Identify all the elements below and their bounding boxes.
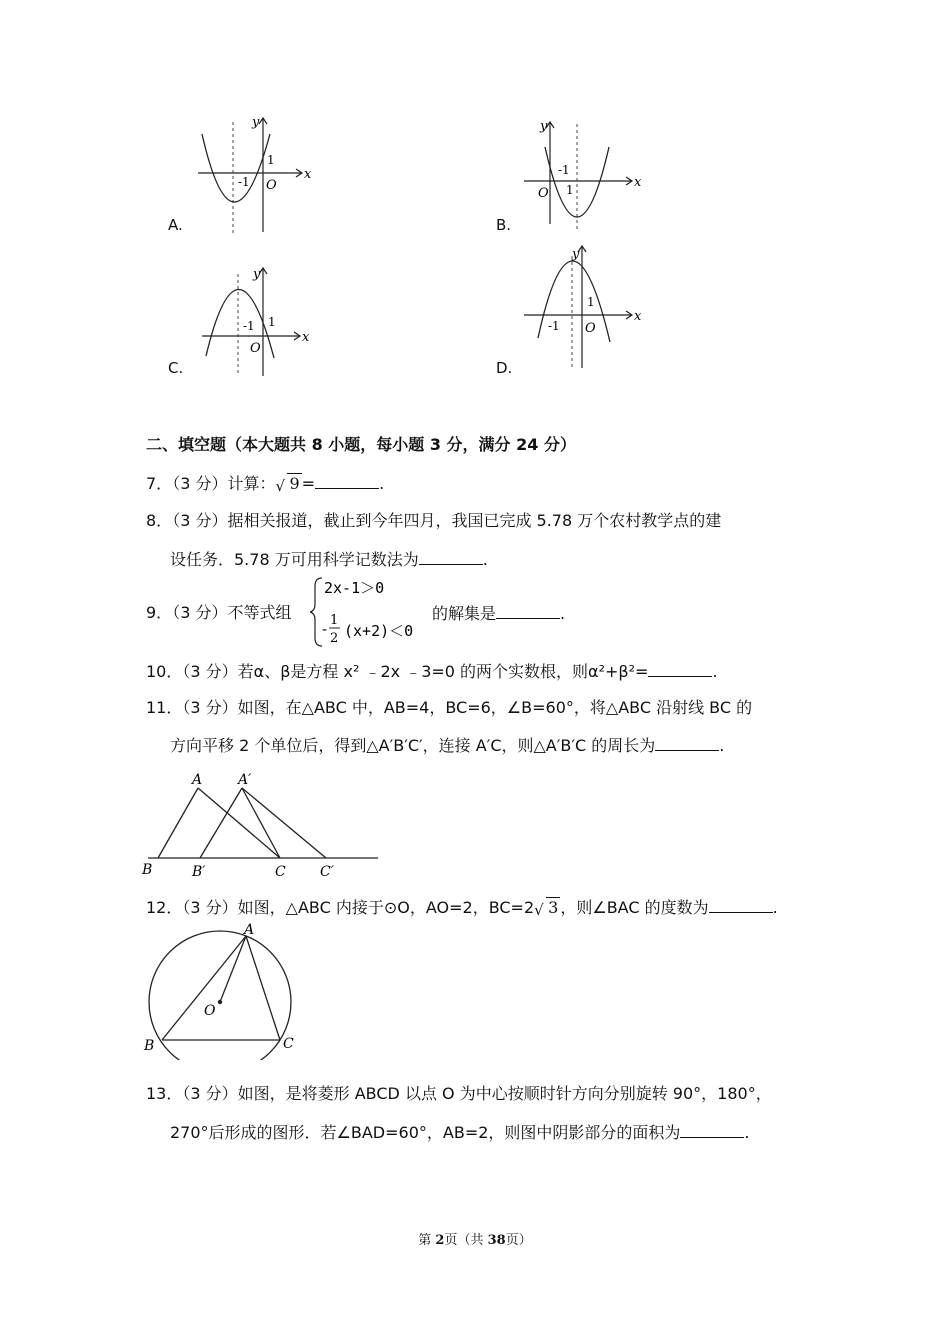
section-heading: 二、填空题（本大题共 8 小题，每小题 3 分，满分 24 分）: [146, 435, 576, 454]
option-a-label: A.: [168, 216, 183, 234]
fraction-denominator: 2: [330, 631, 339, 646]
origin-label: O: [585, 321, 596, 336]
question-number: 13．: [146, 1084, 183, 1103]
question-text: （3 分）如图，△ABC 内接于⊙O，AO=2，BC=2: [182, 898, 535, 917]
inequality-2-rest: (x+2)＜0: [344, 622, 414, 640]
origin-label: O: [266, 178, 277, 193]
option-b-label: B.: [496, 216, 512, 234]
question-number: 7．: [146, 474, 173, 493]
origin-label: O: [250, 341, 261, 356]
question-number: 12．: [146, 898, 183, 917]
tick-neg1-label: -1: [558, 163, 570, 177]
x-axis-label: x: [302, 330, 310, 345]
question-number: 9．: [146, 603, 173, 622]
question-number: 8．: [146, 511, 173, 530]
point-a-prime-label: A′: [238, 772, 252, 788]
graph-b: [520, 112, 650, 234]
point-a-label: A: [192, 772, 203, 788]
question-13: [146, 1083, 772, 1105]
tick-neg1-label: -1: [238, 175, 250, 189]
option-c-label: C.: [168, 359, 184, 377]
y-axis-label: y: [540, 119, 548, 134]
page-footer: 第 2页（共 38页）: [418, 1233, 532, 1248]
question-text: （3 分）不等式组: [172, 603, 292, 622]
point-c-label: C: [283, 1036, 294, 1052]
question-text: （3 分）若α、β是方程 x² ﹣2x ﹣3=0 的两个实数根，则α²+β²=: [182, 662, 649, 681]
tick-neg1-label: -1: [243, 319, 255, 333]
x-axis-label: x: [634, 309, 642, 324]
fraction-numerator: 1: [330, 613, 339, 628]
sqrt-expression: √ 3: [534, 898, 559, 919]
point-b-label: B: [142, 862, 153, 878]
question-8-line2: 设任务．5.78 万可用科学记数法为 .: [170, 550, 488, 569]
option-d-label: D.: [496, 359, 513, 377]
point-c-label: C: [275, 864, 286, 880]
point-b-label: B: [144, 1038, 155, 1054]
inequality-system: [310, 574, 435, 650]
question-8: [146, 510, 721, 532]
question-9-tail: 的解集是 .: [432, 604, 566, 623]
graph-c: [196, 262, 320, 378]
point-a-label: A: [244, 922, 255, 938]
answer-blank[interactable]: [655, 734, 719, 751]
tick-1-label: 1: [268, 315, 276, 329]
total-pages: 38: [487, 1233, 506, 1248]
question-11: [146, 697, 752, 719]
question-text: （3 分）如图，是将菱形 ABCD 以点 O 为中心按顺时针方向分别旋转 90°，180°，: [182, 1084, 772, 1103]
question-text: （3 分）计算：: [172, 474, 276, 493]
tick-1-label: 1: [267, 153, 275, 167]
answer-blank[interactable]: [419, 548, 483, 565]
point-c-prime-label: C′: [320, 864, 334, 880]
tick-neg1-label: -1: [548, 319, 560, 333]
question-10: 10．（3 分）若α、β是方程 x² ﹣2x ﹣3=0 的两个实数根，则α²+β²= .: [146, 662, 718, 681]
origin-label: O: [538, 186, 549, 201]
question-text: （3 分）据相关报道，截止到今年四月，我国已完成 5.78 万个农村教学点的建: [172, 511, 722, 530]
question-11-line2: 方向平移 2 个单位后，得到△A′B′C′，连接 A′C，则△A′B′C 的周长为 .: [170, 736, 725, 755]
point-o-label: O: [204, 1003, 216, 1019]
radicand: 9: [289, 474, 300, 493]
question-text: （3 分）如图，在△ABC 中，AB=4，BC=6，∠B=60°，将△ABC 沿射线 BC 的: [182, 698, 753, 717]
x-axis-label: x: [634, 175, 642, 190]
tick-1-label: 1: [566, 183, 574, 197]
tick-1-label: 1: [587, 295, 595, 309]
y-axis-label: y: [253, 267, 261, 282]
figure-inscribed-triangle: [140, 920, 310, 1060]
answer-blank[interactable]: [680, 1121, 744, 1138]
y-axis-label: y: [572, 247, 580, 262]
sqrt-expression: √ 9: [275, 474, 300, 495]
current-page: 2: [435, 1233, 445, 1248]
question-9: [146, 602, 291, 624]
inequality-1: 2x-1＞0: [324, 579, 385, 597]
figure-translation: [140, 768, 385, 880]
question-13-line2: 270°后形成的图形．若∠BAD=60°，AB=2，则图中阴影部分的面积为 .: [170, 1123, 750, 1142]
radicand: 3: [548, 898, 559, 917]
graph-d: [520, 240, 644, 370]
answer-blank[interactable]: [496, 602, 560, 619]
question-7: 7．（3 分）计算： √ 9 = .: [146, 474, 385, 495]
question-number: 10．: [146, 662, 183, 681]
question-12: 12．（3 分）如图，△ABC 内接于⊙O，AO=2，BC=2 √ 3 ，则∠BAC 的度数为 .: [146, 898, 778, 919]
x-axis-label: x: [304, 167, 312, 182]
answer-blank[interactable]: [648, 660, 712, 677]
y-axis-label: y: [252, 115, 260, 130]
question-number: 11．: [146, 698, 183, 717]
minus-sign: -: [322, 620, 328, 638]
answer-blank[interactable]: [709, 896, 773, 913]
answer-blank[interactable]: [315, 472, 379, 489]
graph-a: [190, 112, 320, 234]
point-b-prime-label: B′: [192, 864, 206, 880]
